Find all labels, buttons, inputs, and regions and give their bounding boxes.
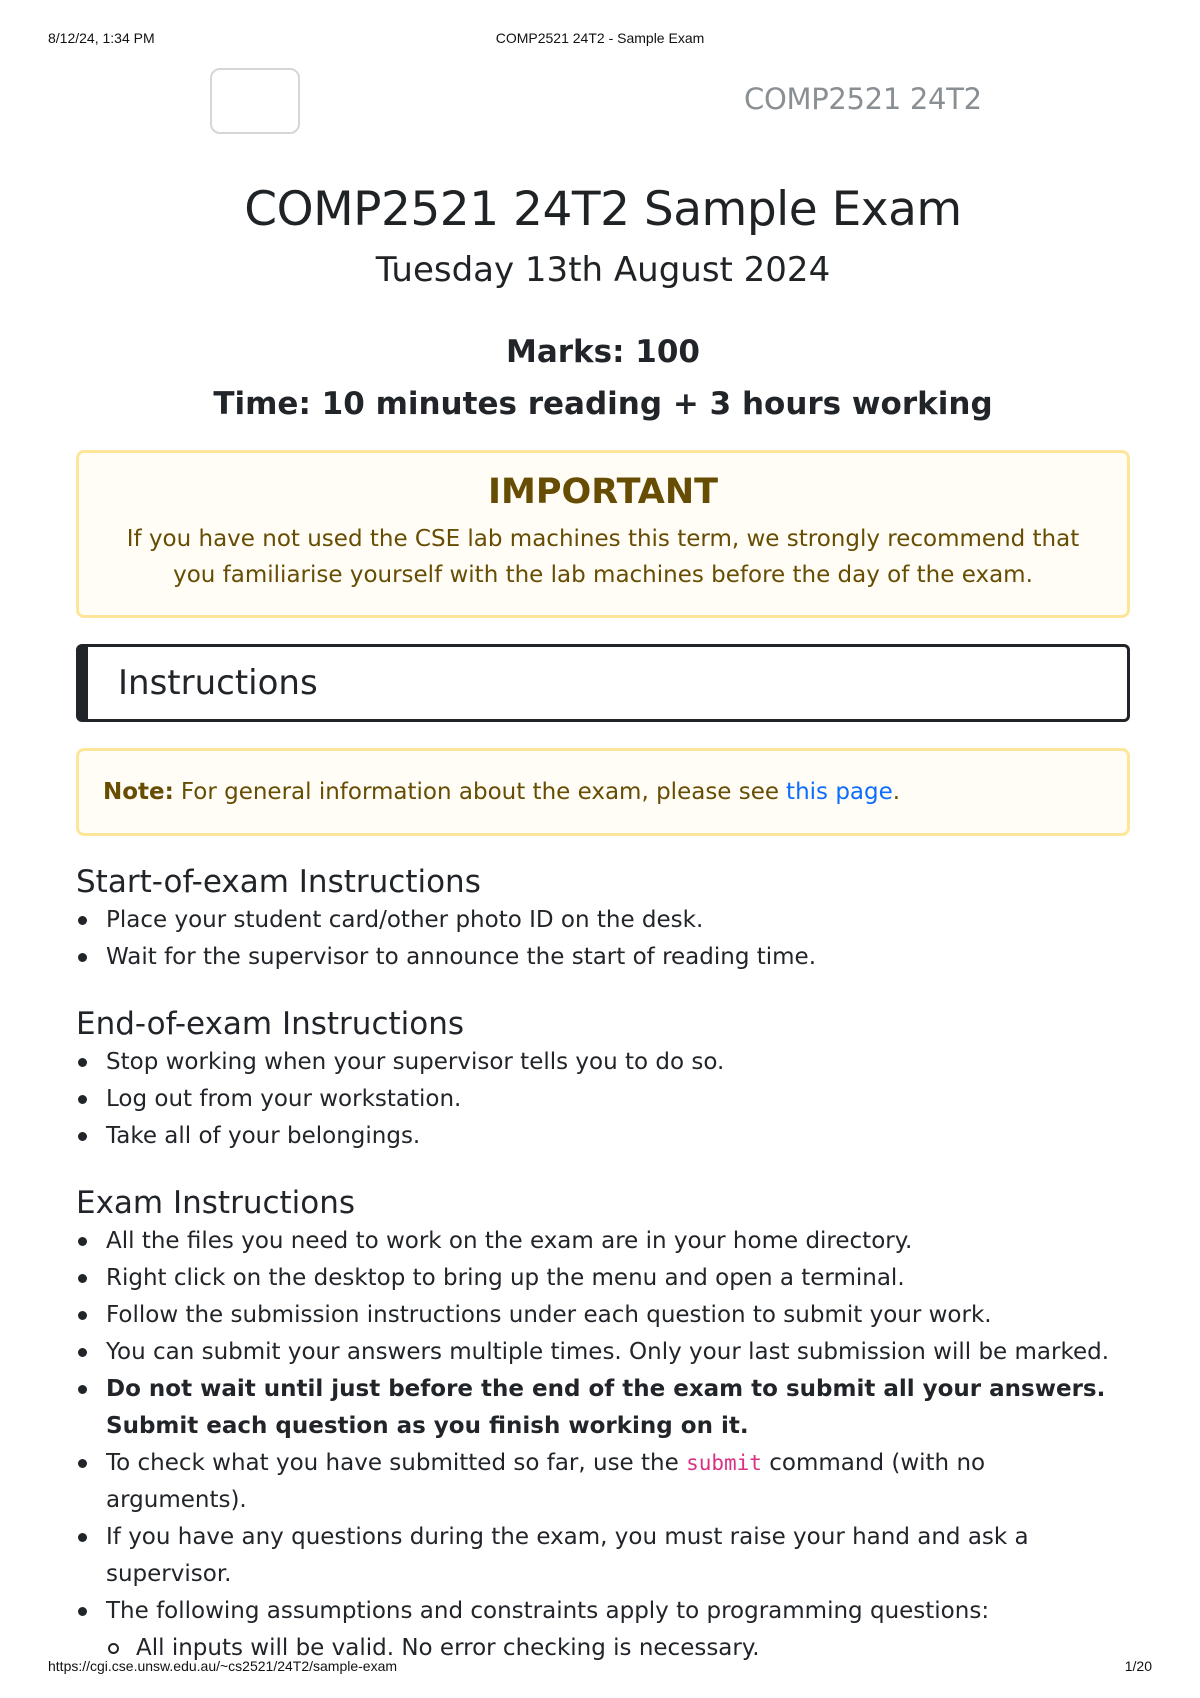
print-date: 8/12/24, 1:34 PM xyxy=(48,30,155,46)
submit-warning-item: Do not wait until just before the end of the exam to submit all your answers. Submit each question as you finish working on it. xyxy=(106,1371,1130,1445)
instructions-heading: Instructions xyxy=(118,663,318,703)
end-of-exam-list xyxy=(76,1044,1130,1155)
submit-command-code: submit xyxy=(686,1451,762,1475)
assumptions-item xyxy=(106,1593,1130,1667)
start-of-exam-heading: Start-of-exam Instructions xyxy=(76,864,481,900)
list-item: Stop working when your supervisor tells you to do so. xyxy=(106,1044,1130,1081)
main-content xyxy=(76,180,1130,1667)
list-item: You can submit your answers multiple times. Only your last submission will be marked. xyxy=(106,1334,1130,1371)
submit-before: To check what you have submitted so far, use the xyxy=(106,1450,679,1476)
important-heading: IMPORTANT xyxy=(487,472,719,512)
title-block xyxy=(76,180,1130,424)
exam-instructions-section xyxy=(76,1183,1130,1667)
exam-instructions-list xyxy=(76,1223,1130,1667)
exam-date: Tuesday 13th August 2024 xyxy=(375,250,831,290)
important-alert xyxy=(76,450,1130,618)
this-page-link[interactable]: this page xyxy=(786,779,893,805)
exam-time: Time: 10 minutes reading + 3 hours working xyxy=(213,386,993,422)
list-item: Right click on the desktop to bring up the menu and open a terminal. xyxy=(106,1260,1130,1297)
assumptions-text: The following assumptions and constraints apply to programming questions: xyxy=(106,1598,990,1624)
list-item: Log out from your workstation. xyxy=(106,1081,1130,1118)
submit-command-item xyxy=(106,1445,1130,1519)
exam-instructions-heading: Exam Instructions xyxy=(76,1185,356,1221)
note-label: Note: xyxy=(103,779,174,805)
page-title: COMP2521 24T2 Sample Exam xyxy=(244,182,962,237)
print-header xyxy=(48,30,1152,50)
list-item: All the files you need to work on the exam are in your home directory. xyxy=(106,1223,1130,1260)
list-item: Place your student card/other photo ID on the desk. xyxy=(106,902,1130,939)
list-item: Follow the submission instructions under each question to submit your work. xyxy=(106,1297,1130,1334)
exam-marks: Marks: 100 xyxy=(505,334,701,370)
important-text: If you have not used the CSE lab machines this term, we strongly recommend that you familiarise yourself with the lab machines before the day of the exam. xyxy=(126,526,1080,588)
note-alert xyxy=(76,748,1130,836)
list-item: If you have any questions during the exam, you must raise your hand and ask a supervisor. xyxy=(106,1519,1130,1593)
start-of-exam-list xyxy=(76,902,1130,976)
note-text: For general information about the exam, please see xyxy=(180,779,780,805)
instructions-section-header xyxy=(76,644,1130,722)
list-item: Wait for the supervisor to announce the start of reading time. xyxy=(106,939,1130,976)
page-number: 1/20 xyxy=(1124,1658,1152,1674)
note-trailing: . xyxy=(892,779,901,805)
list-item: All inputs will be valid. No error checking is necessary. xyxy=(136,1630,1130,1667)
course-logo[interactable] xyxy=(210,68,300,134)
submit-after: command (with no arguments). xyxy=(106,1450,986,1513)
print-url: https://cgi.cse.unsw.edu.au/~cs2521/24T2/sample-exam xyxy=(48,1658,398,1674)
end-of-exam-section xyxy=(76,1004,1130,1155)
list-item: Take all of your belongings. xyxy=(106,1118,1130,1155)
print-footer xyxy=(48,1658,1152,1678)
course-brand-link[interactable]: COMP2521 24T2 xyxy=(744,82,982,116)
start-of-exam-section xyxy=(76,862,1130,976)
print-title: COMP2521 24T2 - Sample Exam xyxy=(495,30,705,46)
end-of-exam-heading: End-of-exam Instructions xyxy=(76,1006,465,1042)
